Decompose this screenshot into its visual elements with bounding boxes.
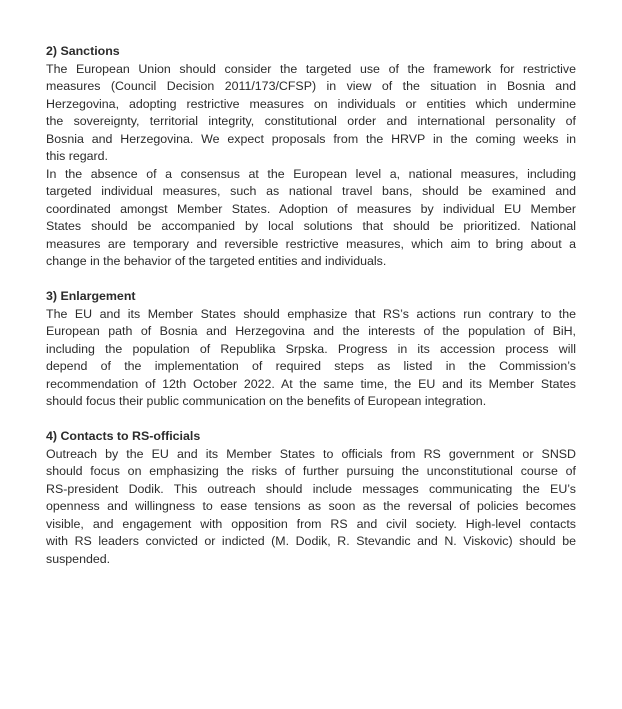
section-heading: 4) Contacts to RS-officials [46, 429, 201, 443]
text-line: including the population of Republika Srpska. Progress in its accession process will [46, 341, 576, 356]
text-line: recommendation of 12th October 2022. At the same time, the EU and its Member States [46, 376, 576, 391]
text-line: States should be accompanied by local solutions that should be prioritized. National [46, 219, 576, 233]
text-line: should focus on emphasizing the risks of further pursuing the unconstitutional course of [46, 464, 576, 478]
text-line: targeted individual measures, such as national travel bans, should be examined and [46, 184, 576, 198]
document-section [46, 288, 576, 411]
section-heading: 3) Enlargement [46, 289, 136, 303]
document-section [46, 43, 576, 271]
text-line: coordinated amongst Member States. Adoption of measures by individual EU Member [46, 201, 576, 216]
text-line: European path of Bosnia and Herzegovina and the interests of the population of BiH, [46, 324, 576, 338]
text-line: should focus their public communication on the benefits of European integration. [46, 394, 487, 408]
text-line: The EU and its Member States should emphasize that RS’s actions run contrary to the [46, 306, 576, 321]
text-line: Outreach by the EU and its Member States to officials from RS government or SNSD [46, 446, 576, 461]
paragraph [46, 61, 576, 166]
text-line: change in the behavior of the targeted entities and individuals. [46, 254, 387, 268]
paragraph [46, 446, 576, 569]
text-line: suspended. [46, 551, 111, 566]
text-line: the sovereignty, territorial integrity, constitutional order and international personality of [46, 114, 576, 128]
text-line: measures (Council Decision 2011/173/CFSP) in view of the situation in Bosnia and [46, 79, 576, 93]
text-line: Herzegovina, adopting restrictive measures on individuals or entities which undermine [46, 96, 576, 111]
text-line: measures are temporary and reversible restrictive measures, which aim to bring about a [46, 236, 576, 251]
paragraph [46, 166, 576, 271]
text-line: RS-president Dodik. This outreach should include messages communicating the EU’s [46, 481, 576, 496]
text-line: this regard. [46, 149, 108, 163]
text-line: In the absence of a consensus at the European level a, national measures, including [46, 166, 576, 181]
text-line: with RS leaders convicted or indicted (M. Dodik, R. Stevandic and N. Viskovic) should be [46, 534, 576, 548]
text-line: visible, and engagement with opposition from RS and civil society. High-level contacts [46, 516, 576, 531]
text-line: depend of the implementation of required steps as listed in the Commission’s [46, 359, 576, 373]
text-line: Bosnia and Herzegovina. We expect proposals from the HRVP in the coming weeks in [46, 131, 576, 146]
text-line: openness and willingness to ease tensions as soon as the reversal of policies becomes [46, 499, 576, 513]
text-line: The European Union should consider the targeted use of the framework for restrictive [46, 61, 576, 76]
document-section [46, 428, 576, 568]
document-body [46, 43, 576, 568]
paragraph [46, 306, 576, 411]
section-heading: 2) Sanctions [46, 44, 120, 58]
